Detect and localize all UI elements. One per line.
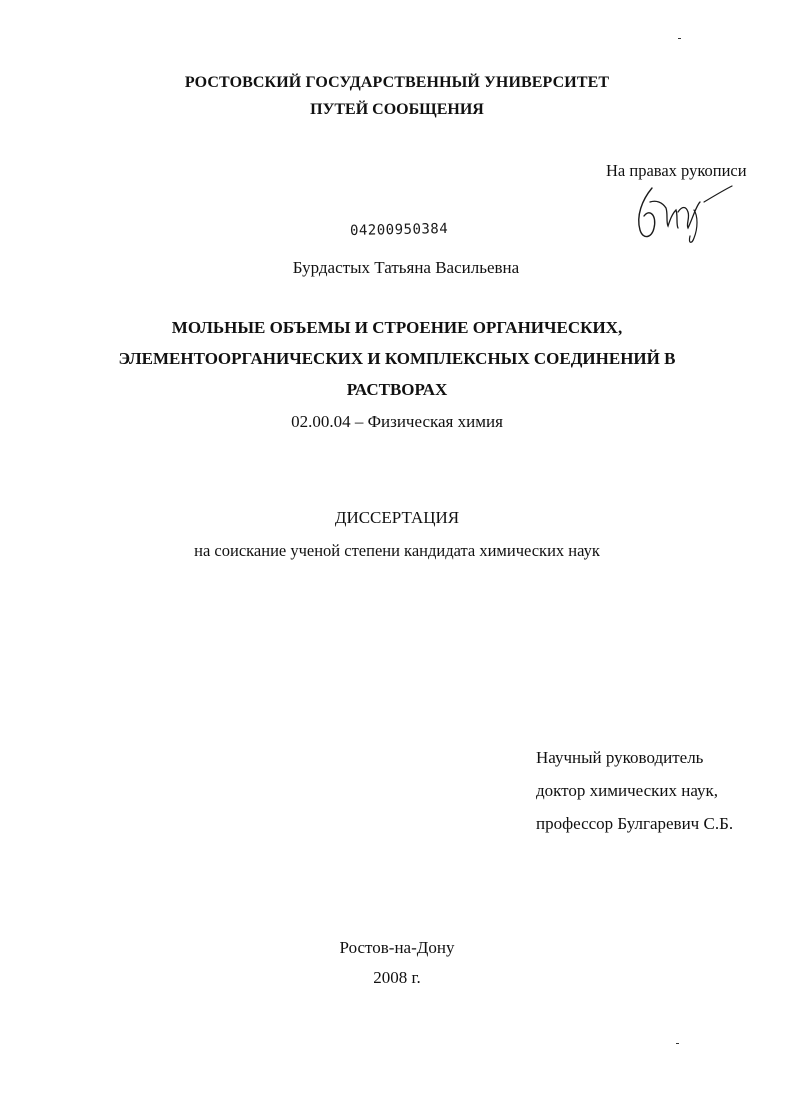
degree-description: на соискание ученой степени кандидата химических наук bbox=[194, 541, 600, 560]
year: 2008 г. bbox=[373, 968, 421, 987]
specialty-code: 02.00.04 – Физическая химия bbox=[291, 412, 503, 431]
manuscript-rights-note: На правах рукописи bbox=[606, 161, 747, 180]
advisor-role: Научный руководитель bbox=[536, 748, 704, 767]
handwritten-signature bbox=[628, 180, 738, 250]
city: Ростов-на-Дону bbox=[339, 938, 455, 957]
scan-speck bbox=[676, 1043, 679, 1044]
document-type: ДИССЕРТАЦИЯ bbox=[334, 508, 460, 527]
university-name-line2: ПУТЕЙ СООБЩЕНИЯ bbox=[310, 101, 484, 118]
author-name: Бурдастых Татьяна Васильевна bbox=[292, 258, 520, 277]
registry-number-stamp: 04200950384 bbox=[349, 220, 449, 239]
advisor-degree: доктор химических наук, bbox=[536, 781, 719, 800]
dissertation-title-line2: ЭЛЕМЕНТООРГАНИЧЕСКИХ И КОМПЛЕКСНЫХ СОЕДИНЕНИЙ В bbox=[118, 349, 676, 368]
dissertation-title-line3: РАСТВОРАХ bbox=[346, 380, 448, 399]
dissertation-title-line1: МОЛЬНЫЕ ОБЪЕМЫ И СТРОЕНИЕ ОРГАНИЧЕСКИХ, bbox=[171, 318, 623, 337]
scan-speck bbox=[678, 38, 681, 39]
university-name-line1: РОСТОВСКИЙ ГОСУДАРСТВЕННЫЙ УНИВЕРСИТЕТ bbox=[184, 74, 610, 91]
advisor-name: профессор Булгаревич С.Б. bbox=[536, 814, 734, 833]
